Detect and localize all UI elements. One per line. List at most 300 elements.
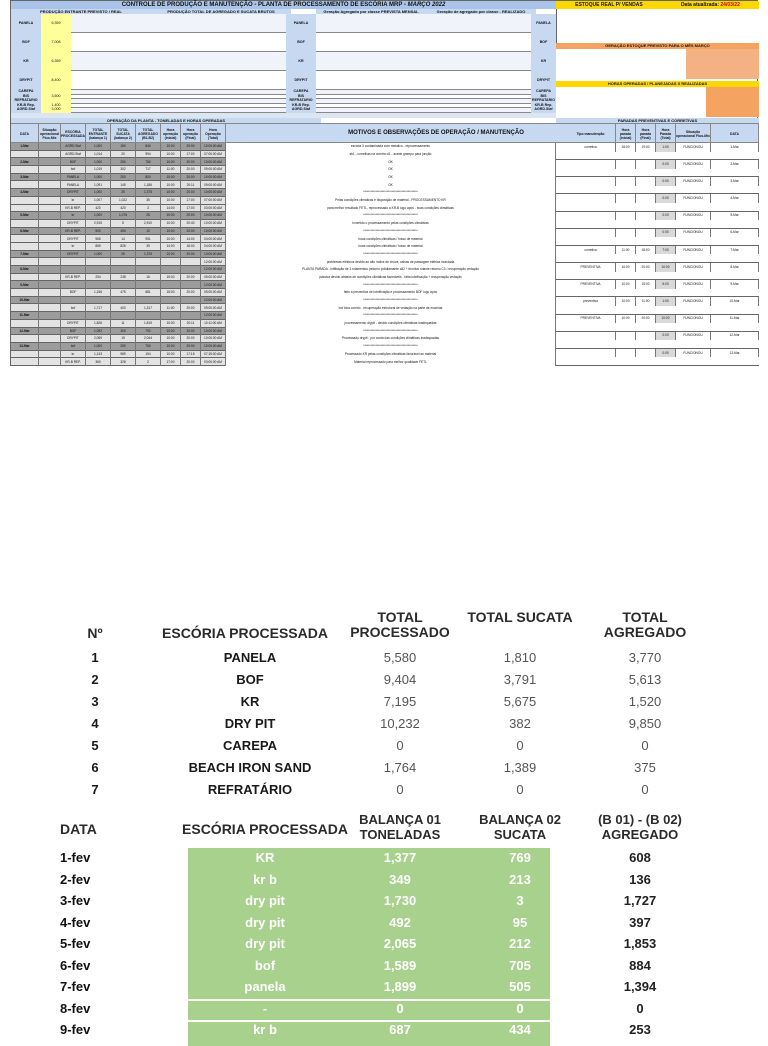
stock-forecast-block [556,49,686,79]
summary-cell-proc: 10,232 [380,716,420,731]
material-label-mid: CAREPA [286,90,316,95]
op-cell: 20:11 [181,320,201,328]
op-cell: 10:00:00 AM [201,143,226,151]
production-spreadsheet [10,0,758,366]
op-cell: KR-B REP. [61,358,86,366]
maint-column-header: Hora Parada (Total) [656,124,676,144]
op-cell [39,205,61,213]
stock-title-bar [556,1,759,9]
op-cell: 39 [136,243,161,251]
summary-cell-name: KR [240,694,260,709]
op-cell: 1,014 [86,151,111,159]
maint-cell [636,332,656,341]
summary-cell-suc: 382 [509,716,531,731]
op-cell [39,289,61,297]
op-note: problemas elétricos devido ao alto índice de chuva, caixas de passagem elétrica inundada [226,258,556,266]
op-column-header: Situação operacional Fluo-Mix [39,124,61,144]
op-cell [39,235,61,243]
op-cell: 20:00 [181,343,201,351]
op-cell: 10:00:00 AM [201,228,226,236]
op-cell: 10:00 [161,181,181,189]
op-cell: 800 [136,174,161,182]
maint-cell [566,229,616,238]
sec2-header: PRODUÇÃO TOTAL DE AGREGADO E SUCATA BRUTOS [151,9,291,14]
maint-cell: FUNCIONOU [676,332,711,341]
sec3-header: Geração Agregado por classe PREVISTA MENSAL [316,9,426,14]
op-cell [39,166,61,174]
op-note: OK [226,166,556,174]
op-cell [11,205,39,213]
op-cell [136,297,161,305]
op-cell: 1,000 [86,174,111,182]
sec4-header: Geração de agregado por classe - REALIZADO [426,9,536,14]
material-label-right: BOF [531,33,556,52]
summary-cell-name: REFRATÁRIO [207,782,293,797]
daily-row [60,893,750,914]
op-cell [86,281,111,289]
daily-cell-m: kr b [253,871,277,887]
op-cell: 10:00 [161,335,181,343]
op-cell: 04:00:00 AM [201,243,226,251]
op-cell [161,281,181,289]
op-cell: 2-Mar [11,158,39,166]
op-cell: 1,000 [86,343,111,351]
summary-cell-agr: 9,850 [628,716,662,731]
op-cell [39,189,61,197]
op-cell [161,312,181,320]
op-cell: kr [61,351,86,359]
maint-cell: 1:00 [656,297,676,306]
op-cell: 14:00 [161,205,181,213]
material-row [11,52,556,71]
material-value: 3,600 [41,95,71,100]
op-cell: kr [61,243,86,251]
op-note: boas condições climáticas / fosso de material [226,243,556,251]
maint-cell: FUNCIONOU [676,315,711,324]
op-cell: 10:00 [161,343,181,351]
op-cell: 20:11 [181,181,201,189]
op-cell: 10:00 [161,228,181,236]
summary-cell-n: 6 [91,760,99,775]
maint-cell: 0:00 [656,332,676,341]
op-cell [39,335,61,343]
hours-note-block [706,87,759,117]
maint-cell [616,349,636,358]
op-cell: 1,092 [86,328,111,336]
op-note: OK [226,158,556,166]
op-cell [39,220,61,228]
op-cell [111,297,136,305]
op-cell [11,320,39,328]
op-cell: 10:00 [161,189,181,197]
material-label-right: KR-B Rep. [531,104,556,109]
material-label-mid: DRYPIT [286,71,316,90]
summary-header-sucata: TOTAL SUCATA [467,609,573,625]
maint-cell: FUNCIONOU [676,177,711,186]
daily-cell-d: 9-fev [60,1022,91,1037]
op-cell: 07:00:00 AM [201,197,226,205]
op-cell: AGRD.Siaf [61,151,86,159]
op-cell: 1,000 [86,251,111,259]
op-note: ******************************************** [226,228,556,236]
maint-cell: PREVENTIVA [566,263,616,272]
op-cell: 10:00:00 AM [201,189,226,197]
op-cell: 10:00 [161,197,181,205]
op-cell: 7-Mar [11,251,39,259]
op-cell: DRYPIT [61,235,86,243]
op-cell [61,266,86,274]
op-cell [181,266,201,274]
op-cell: DRYPIT [61,220,86,228]
op-cell: 2,044 [136,335,161,343]
maint-row [556,212,759,229]
material-label-mid: REFRATARIO [286,99,316,104]
maint-row [556,315,759,332]
op-cell: 05:00:00 AM [201,274,226,282]
maint-cell: FUNCIONOU [676,160,711,169]
summary-cell-name: PANELA [223,650,277,665]
op-note: ******************************************** [226,343,556,351]
material-label: BIS [11,95,41,100]
maint-cell: preventiva [566,297,616,306]
material-label: CAREPA [11,90,41,95]
op-cell: 1,000 [86,143,111,151]
op-cell [111,258,136,266]
op-cell: 17:00 [181,197,201,205]
maint-row [556,280,759,297]
daily-row [60,936,750,957]
op-cell: 10:00:00 AM [201,158,226,166]
op-cell: 302 [111,166,136,174]
material-row [11,108,556,113]
op-cell: 04:00:00 AM [201,235,226,243]
op-column-header: Hora operação (Inicial) [161,124,181,144]
op-cell: 18:00 [181,243,201,251]
maint-row [556,349,759,366]
summary-cell-agr: 0 [641,738,649,753]
motivos-header: MOTIVOS E OBSERVAÇÕES DE OPERAÇÃO / MANUTENÇÃO [348,130,524,136]
op-cell: PANELA [61,181,86,189]
op-cell [11,220,39,228]
material-label-right: BIS [531,95,556,100]
material-label-mid: BOF [286,33,316,52]
stock-block [556,9,759,43]
daily-cell-b1: 1,377 [383,850,417,865]
maint-cell: 11:00 [616,246,636,255]
op-cell [181,281,201,289]
op-cell: 750 [136,158,161,166]
op-cell: 200 [111,174,136,182]
maint-cell [616,212,636,221]
maint-cell: 4-Mar [711,194,759,203]
daily-cell-agr: 397 [629,914,651,930]
summary-cell-proc: 9,404 [383,672,417,687]
material-value: 3,000 [41,108,71,113]
op-cell: 10:00 [161,351,181,359]
summary-header-escoria: ESCÓRIA PROCESSADA [162,625,328,641]
daily-cell-m: dry pit [245,936,285,951]
op-cell: 10:00 [161,220,181,228]
material-label-mid: KR-B Rep. [286,104,316,109]
daily-cell-b2: 95 [512,914,528,930]
op-cell: 12:00:00 AM [201,258,226,266]
daily-cell-agr: 136 [629,871,651,887]
material-label: KR-B Rep. [11,104,41,109]
op-cell: 250 [111,343,136,351]
op-cell [161,266,181,274]
maint-cell [616,194,636,203]
summary-cell-n: 7 [91,782,99,797]
op-cell [11,351,39,359]
maint-cell: 11:00 [636,297,656,306]
op-cell: 2,915 [86,220,111,228]
op-cell: 10:00 [161,235,181,243]
op-cell [39,251,61,259]
op-cell [11,258,39,266]
op-cell: 10:00:00 AM [201,328,226,336]
op-column-header: TOTAL AGREGADO (B1-B2) [136,124,161,144]
maint-cell [636,349,656,358]
maint-cell [636,229,656,238]
summary-cell-suc: 1,389 [503,760,537,775]
maint-column-header: Hora parada (Final) [636,124,656,144]
op-cell: 681 [136,289,161,297]
op-cell: 250 [111,158,136,166]
daily-cell-agr: 884 [629,957,651,973]
op-cell: 10:00 [161,158,181,166]
op-cell: 35 [136,197,161,205]
summary-cell-name: BEACH IRON SAND [188,760,312,775]
maint-cell [566,349,616,358]
op-cell: 360 [86,358,111,366]
op-cell: DRYPIT [61,251,86,259]
op-cell: 12:00:00 AM [201,312,226,320]
op-cell [39,174,61,182]
op-cell: 1,717 [86,304,111,312]
material-label: DRYPIT [11,71,41,90]
op-cell: 1,186 [136,181,161,189]
op-cell [39,197,61,205]
maint-row [556,160,759,177]
op-note: passiva devido atrasos de condições climáticas favoráveis - falta lubrificação + recuperação vedação [226,274,556,282]
op-cell: 10:11:00 AM [201,320,226,328]
summary-cell-n: 4 [91,716,99,731]
maint-cell: 7-Mar [711,246,759,255]
material-label-mid: KR [286,52,316,71]
summary-cell-proc: 1,764 [383,760,417,775]
op-cell [39,320,61,328]
op-cell: 17:00 [181,151,201,159]
op-cell: 1,019 [86,166,111,174]
maint-cell: 13-Mar [711,349,759,358]
op-cell: 10:00 [161,151,181,159]
op-cell: 07:00:00 AM [201,151,226,159]
op-cell [11,358,39,366]
summary-row [60,672,750,692]
op-cell [39,297,61,305]
daily-cell-agr: 253 [629,1022,651,1037]
op-cell [181,258,201,266]
op-cell: 400 [111,304,136,312]
op-cell: 254 [86,274,111,282]
op-column-header: TOTAL SUCATA (balança 2) [111,124,136,144]
summary-cell-proc: 0 [396,738,404,753]
op-cell: 1,375 [136,251,161,259]
summary-row [60,716,750,736]
op-cell: 1,000 [86,212,111,220]
maint-cell: 10:00 [616,297,636,306]
maint-cell: 8-Mar [711,263,759,272]
op-cell: 2,059 [86,335,111,343]
op-cell: BOF [61,328,86,336]
op-cell: 20:00 [181,274,201,282]
op-cell [181,312,201,320]
daily-cell-m: kr b [253,1022,277,1037]
maint-cell [636,177,656,186]
op-cell: KR-B REP. [61,205,86,213]
maint-cell [616,160,636,169]
maint-cell: FUNCIONOU [676,212,711,221]
op-cell: 1,000 [86,158,111,166]
op-cell: 1,826 [86,320,111,328]
maint-row [556,177,759,194]
op-cell: 20:00 [181,304,201,312]
op-cell [11,274,39,282]
maint-cell: 10:00 [656,263,676,272]
op-cell: 09:00:00 AM [201,166,226,174]
op-cell: 826 [111,243,136,251]
daily-header-data: DATA [60,821,97,837]
summary-cell-proc: 5,580 [383,650,417,665]
op-cell [111,312,136,320]
daily-cell-d: 6-fev [60,957,91,973]
material-label-mid: AGRD.Siaf [286,108,316,113]
op-cell [86,266,111,274]
op-cell: 25 [111,251,136,259]
maint-cell: 12-Mar [711,332,759,341]
daily-header-b2: BALANÇA 02 SUCATA [479,812,561,842]
daily-cell-b2: 213 [509,871,531,887]
op-column-header: ESCÓRIA PROCESSADA [61,124,86,144]
op-cell: 1,156 [86,289,111,297]
op-column-header: DATA [11,124,39,144]
maint-cell: 0:00 [656,212,676,221]
op-cell: 840 [136,143,161,151]
op-cell: 20:00 [181,174,201,182]
op-cell: 10:00 [161,328,181,336]
material-label-right: CAREPA [531,90,556,95]
op-cell: 25 [136,212,161,220]
op-note: escória 3 contaminada com metalico - reprocessamento [226,143,556,151]
op-cell [86,297,111,305]
maint-cell: 3-Mar [711,177,759,186]
op-cell: 20:00 [181,335,201,343]
op-cell [136,312,161,320]
summary-cell-name: CAREPA [223,738,277,753]
summary-cell-name: DRY PIT [224,716,276,731]
summary-cell-agr: 1,520 [628,694,662,709]
maint-cell: 5:00 [656,280,676,289]
op-cell [11,181,39,189]
daily-cell-d: 3-fev [60,893,91,908]
op-cell: 10:00 [161,251,181,259]
maint-cell: FUNCIONOU [676,263,711,272]
maint-row [556,229,759,246]
daily-cell-d: 2-fev [60,871,91,887]
daily-cell-m: KR [255,850,275,865]
op-cell: 20:00 [181,328,201,336]
op-note: bof bica corrido - recuperação estrutural de vedação na parte de escórias [226,304,556,312]
summary-row [60,782,750,802]
maint-cell [566,160,616,169]
op-cell [39,258,61,266]
maint-cell [636,212,656,221]
daily-cell-m: dry pit [245,893,285,908]
op-cell: 3-Mar [11,174,39,182]
maint-cell [616,177,636,186]
daily-cell-m: dry pit [245,914,285,930]
op-cell: 328 [111,358,136,366]
op-cell [39,358,61,366]
op-note: Pelas condições climáticas e disposição de material - PROCESSAMENTO KR [226,197,556,205]
summary-cell-n: 3 [91,694,99,709]
op-cell: 951 [136,235,161,243]
op-cell: 20:00 [181,166,201,174]
material-label-mid: PANELA [286,14,316,33]
daily-cell-d: 5-fev [60,936,91,951]
op-note: sb1 - correlhas na correia cl1 - acede grampo para junção [226,151,556,159]
maint-row [556,332,759,349]
daily-cell-d: 4-fev [60,914,91,930]
op-cell: 10:00 [161,320,181,328]
daily-cell-b1: 1,899 [383,979,417,994]
maint-cell: FUNCIONOU [676,229,711,238]
op-cell: 20:00 [181,143,201,151]
daily-cell-b2: 769 [509,850,531,865]
material-label: KR [11,52,41,71]
op-cell: 1,007 [86,197,111,205]
summary-header-n: Nº [87,625,103,641]
maint-column-header: DATA [711,124,759,144]
op-cell: 15:00 [161,289,181,297]
op-cell: 2,910 [136,220,161,228]
material-label-right: DRYPIT [531,71,556,90]
op-cell: 865 [86,243,111,251]
op-cell: 750 [136,343,161,351]
maint-cell [636,194,656,203]
daily-cell-agr: 1,394 [623,979,657,994]
op-cell: AGRD.Siaf [61,143,86,151]
op-cell [61,258,86,266]
maint-row [556,246,759,263]
op-cell: 11:00 [161,304,181,312]
maint-cell: 20:00 [636,315,656,324]
summary-row [60,738,750,758]
op-cell [39,143,61,151]
op-note: ******************************************** [226,297,556,305]
op-cell [39,281,61,289]
maint-cell [636,160,656,169]
op-cell [11,243,39,251]
op-cell: 11:00 [161,166,181,174]
maint-cell: 1:00 [656,143,676,152]
op-cell: 15 [111,335,136,343]
op-cell [39,243,61,251]
op-note: ******************************************** [226,281,556,289]
material-value: 7,008 [41,33,71,52]
maint-cell: FUNCIONOU [676,297,711,306]
daily-cell-d: 7-fev [60,979,91,994]
